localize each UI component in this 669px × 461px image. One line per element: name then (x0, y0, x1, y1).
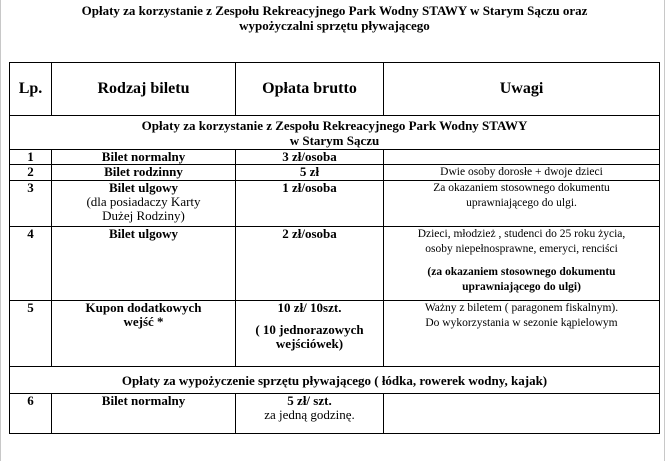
row-remarks: Do wykorzystania w sezonie kąpielowym (425, 317, 618, 329)
row-fee-cell (236, 394, 384, 434)
row-ticket: Bilet ulgowy (52, 227, 236, 301)
row-fee-cell (236, 301, 384, 367)
row-ticket: Bilet normalny (52, 150, 236, 165)
header-lp: Lp. (10, 63, 52, 116)
row-remarks-cell (384, 301, 660, 367)
row-ticket: Bilet ulgowy (109, 180, 178, 195)
row-remarks (384, 150, 660, 165)
row-fee: 5 zł (236, 165, 384, 181)
row-remarks-bold: (za okazaniem stosownego dokumentu (427, 266, 616, 278)
row-fee-note: za jedną godzinę. (264, 407, 355, 422)
section-park-line1: Opłaty za korzystanie z Zespołu Rekreacyjnego Park Wodny STAWY (141, 117, 528, 133)
row-remarks-cell (384, 227, 660, 301)
header-gross-fee: Opłata brutto (236, 63, 384, 116)
section-row-rental (10, 367, 660, 394)
row-lp: 3 (10, 181, 52, 227)
row-ticket-note: (dla posiadaczy Karty (86, 194, 201, 209)
row-fee: 1 zł/osoba (236, 181, 384, 227)
row-lp: 4 (10, 227, 52, 301)
row-remarks: osoby niepełnosprawne, emeryci, renciści (425, 243, 618, 255)
header-remarks: Uwagi (384, 63, 660, 116)
row-fee: 10 zł/ 10szt. (277, 300, 342, 315)
row-ticket-note: Dużej Rodziny) (102, 208, 185, 223)
row-ticket: Kupon dodatkowych (85, 300, 202, 315)
row-remarks: Dwie osoby dorosłe + dwoje dzieci (384, 165, 660, 181)
table-row (10, 165, 660, 181)
row-ticket: wejść * (123, 314, 164, 329)
document-title-line1: Opłaty za korzystanie z Zespołu Rekreacyjnego Park Wodny STAWY w Starym Sączu oraz (81, 3, 588, 18)
row-ticket: Bilet rodzinny (52, 165, 236, 181)
fees-table (9, 62, 660, 434)
row-remarks: Za okazaniem stosownego dokumentu (433, 182, 610, 194)
row-lp: 2 (10, 165, 52, 181)
section-row-park (10, 116, 660, 150)
row-fee: 2 zł/osoba (236, 227, 384, 301)
table-row (10, 394, 660, 434)
document-title-line2: wypożyczalni sprzętu pływającego (239, 18, 430, 33)
row-fee: 5 zł/ szt. (287, 393, 332, 408)
row-remarks: uprawniającego do ulgi. (466, 197, 577, 209)
table-row (10, 181, 660, 227)
row-ticket-cell (52, 301, 236, 367)
row-remarks: Dzieci, młodzież , studenci do 25 roku życia, (417, 228, 626, 240)
table-row (10, 301, 660, 367)
row-fee-note: wejściówek) (275, 336, 344, 351)
row-remarks: Ważny z biletem ( paragonem fiskalnym). (424, 302, 619, 314)
row-remarks (384, 394, 660, 434)
section-park-line2: w Starym Sączu (289, 132, 380, 148)
table-row (10, 227, 660, 301)
row-lp: 6 (10, 394, 52, 434)
row-lp: 5 (10, 301, 52, 367)
row-ticket-cell (52, 181, 236, 227)
table-row (10, 150, 660, 165)
section-rental-title: Opłaty za wypożyczenie sprzętu pływającego ( łódka, rowerek wodny, kajak) (10, 367, 660, 394)
row-ticket: Bilet normalny (52, 394, 236, 434)
header-ticket-type: Rodzaj biletu (52, 63, 236, 116)
table-header-row (10, 63, 660, 116)
row-fee-note: ( 10 jednorazowych (255, 322, 364, 337)
row-remarks-cell (384, 181, 660, 227)
row-fee: 3 zł/osoba (236, 150, 384, 165)
row-remarks-bold: uprawniającego do ulgi) (462, 281, 581, 293)
row-lp: 1 (10, 150, 52, 165)
